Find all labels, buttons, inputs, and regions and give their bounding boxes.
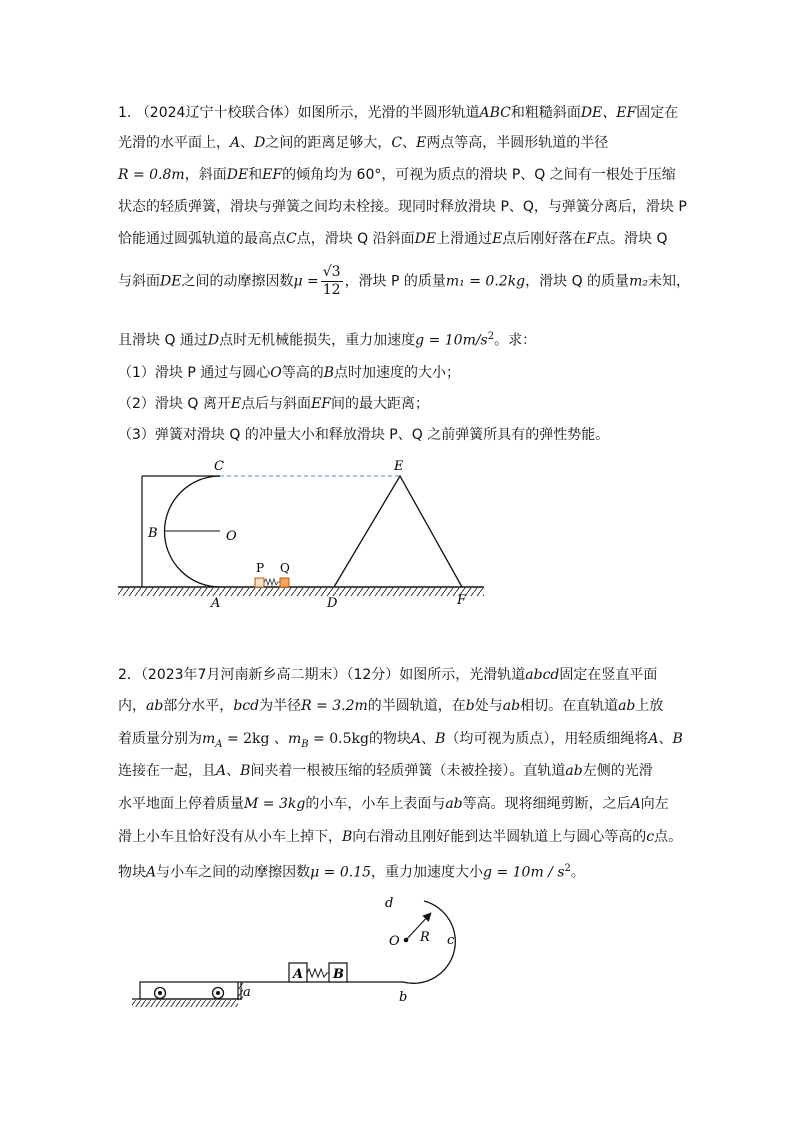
problem-source: （2023年7月河南新乡高二期末）（12分）	[140, 667, 400, 683]
p2-line-7: 物块A与小车之间的动摩擦因数μ = 0.15，重力加速度大小$g = 10m / s^2$。	[118, 863, 585, 881]
ground-2	[132, 999, 238, 1007]
label-a: A	[211, 596, 221, 611]
label-f: F	[457, 593, 467, 608]
label-o2: O	[389, 934, 400, 949]
label-a2: A	[293, 967, 304, 982]
p1-line-3: R = 0.8m，斜面DE和EF的倾角均为 60°，可视为质点的滑块 P、Q 之间有一根处于压缩	[118, 167, 676, 183]
label-d: D	[327, 596, 338, 611]
p2-line-1: 2．（2023年7月河南新乡高二期末）（12分）如图所示，光滑轨道abcd固定在竖直平面	[118, 667, 658, 683]
p1-question-2: （2）滑块 Q 离开E点后与斜面EF间的最大距离；	[118, 396, 429, 412]
label-a-pt: a	[243, 985, 251, 1000]
problem-source: （2024辽宁十校联合体）	[135, 105, 298, 121]
cart	[140, 982, 241, 999]
p2-line-2: 内，ab部分水平，bcd为半径R = 3.2m的半圆轨道，在b处与ab相切。在直轨道ab上放	[118, 698, 664, 714]
label-b2: B	[333, 967, 344, 982]
p1-line-4: 状态的轻质弹簧，滑块与弹簧之间均未栓接。现同时释放滑块 P、Q，与弹簧分离后，滑块 P	[118, 199, 687, 215]
label-b-pt: b	[399, 990, 408, 1005]
p2-line-3: 着质量分别为$m_A = 2kg$ 、$m_B = 0.5kg$的物块A、B（均可视为质点），用轻质细绳将A、B	[118, 731, 683, 750]
label-q: Q	[280, 561, 290, 575]
label-p: P	[256, 561, 265, 575]
label-r: R	[420, 930, 430, 945]
p1-line-6: 与斜面DE之间的动摩擦因数μ = $\frac{√3}{12}$ ，滑块 P 的质量m₁ = 0.2kg，滑块 Q 的质量m₂未知，	[118, 264, 690, 298]
p1-question-3: （3）弹簧对滑块 Q 的冲量大小和释放滑块 P、Q 之前弹簧所具有的弹性势能。	[118, 427, 610, 443]
label-c2: c	[447, 933, 455, 948]
p1-line-2: 光滑的水平面上，A、D之间的距离足够大，C、E两点等高，半圆形轨道的半径	[118, 135, 609, 151]
p2-line-4: 连接在一起，且A、B间夹着一根被压缩的轻质弹簧（未被拴接）。直轨道ab左侧的光滑	[118, 763, 653, 779]
label-c: C	[214, 459, 224, 474]
p1-question-1: （1）滑块 P 通过与圆心O等高的B点时加速度的大小；	[118, 365, 461, 381]
p1-line-5: 恰能通过圆弧轨道的最高点C点，滑块 Q 沿斜面DE上滑通过E点后刚好落在F点。滑块 Q	[118, 231, 668, 247]
p1-line-1: 1. （2024辽宁十校联合体）如图所示，光滑的半圆形轨道ABC和粗糙斜面DE、EF固定在	[118, 105, 679, 121]
label-e: E	[394, 459, 404, 474]
problem-number: 1.	[118, 105, 132, 121]
p2-line-5: 水平地面上停着质量M = 3kg的小车，小车上表面与ab等高。现将细绳剪断，之后A向左	[118, 796, 669, 812]
label-b: B	[148, 526, 158, 541]
problem-number: 2．	[118, 667, 141, 683]
label-o: O	[226, 529, 237, 544]
p2-line-6: 滑上小车且恰好没有从小车上掉下，B向右滑动且刚好能到达半圆轨道上与圆心等高的c点。	[118, 829, 683, 845]
mu-fraction: $\frac{√3}{12}$	[322, 264, 341, 298]
spring-2	[307, 969, 329, 977]
p1-line-7: 且滑块 Q 通过D点时无机械能损失，重力加速度$g = 10m/s^2$。求：	[118, 331, 537, 349]
label-d2: d	[385, 896, 394, 911]
